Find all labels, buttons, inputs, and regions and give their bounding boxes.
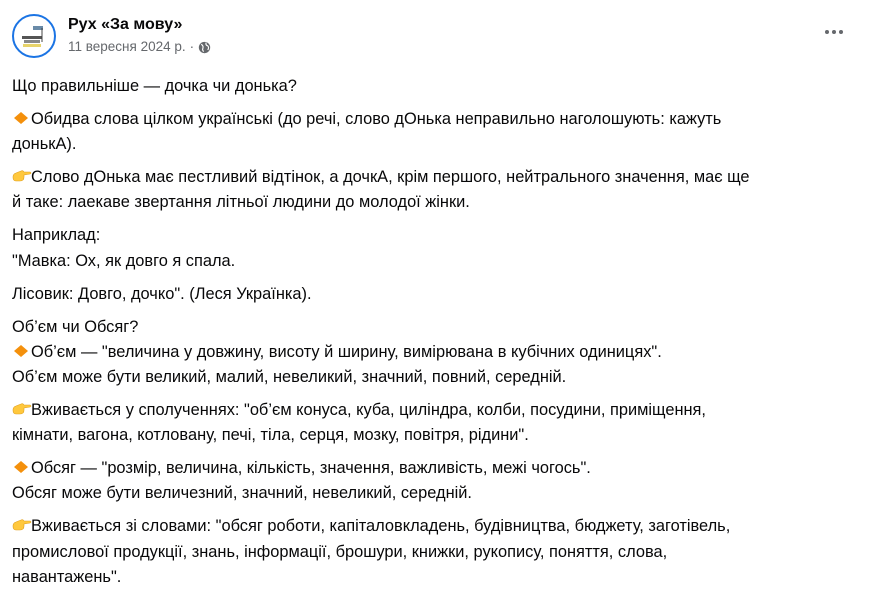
more-icon [825,30,829,34]
post-paragraph [12,398,857,448]
text-line [12,514,857,539]
globe-icon [198,41,211,54]
line-text: Слово дОнька має пестливий відтінок, а дочкА, крім першого, нейтрального значення, має ще [31,168,750,187]
pointing-hand-icon [12,516,30,532]
pointing-hand-icon [12,167,30,183]
avatar[interactable] [12,14,56,58]
orange-diamond-icon [12,342,30,358]
text-line [12,398,857,423]
text-line [12,365,857,390]
line-text: Вживається у сполученнях: "об’єм конуса, куба, циліндра, колби, посудини, приміщення, [31,401,706,420]
post-text [12,74,857,598]
text-line [12,249,857,274]
line-text: Об’єм чи Обсяг? [12,317,139,336]
line-text: Обсяг може бути величезний, значний, невеликий, середній. [12,484,472,503]
orange-diamond-icon [12,109,30,125]
text-line [12,315,857,340]
post-paragraph [12,456,857,506]
line-text: кімнати, вагона, котловану, печі, тіла, серця, мозку, повітря, рідини". [12,426,529,445]
text-line [12,132,857,157]
post-paragraph [12,282,857,307]
line-text: Що правильніше — дочка чи донька? [12,77,297,95]
line-text: Об’єм може бути великий, малий, невеликий, значний, повний, середній. [12,368,567,387]
separator: · [189,39,195,54]
post-header [12,10,211,62]
line-text: "Мавка: Ох, як довго я спала. [12,251,236,270]
text-line [12,456,857,481]
text-line [12,540,857,565]
text-line [12,74,857,99]
post-paragraph [12,165,857,215]
text-line [12,423,857,448]
post-paragraph [12,514,857,590]
post-date[interactable]: 11 вересня 2024 р. [68,39,186,54]
text-line [12,340,857,365]
post-paragraph [12,74,857,99]
orange-diamond-icon [12,458,30,474]
text-line [12,165,857,190]
text-line [12,190,857,215]
line-text: Вживається зі словами: "обсяг роботи, капіталовкладень, будівництва, бюджету, заготівель, [31,517,731,536]
text-line [12,565,857,590]
text-line [12,223,857,248]
line-text: й таке: лаекаве звертання літньої людини до молодої жінки. [12,193,470,212]
line-text: промислової продукції, знань, інформації, брошури, книжки, рукопису, поняття, слова, [12,542,668,561]
line-text: Наприклад: [12,226,101,245]
line-text: донькА). [12,135,77,154]
author-name[interactable]: Рух «За мову» [68,16,183,33]
post-paragraph [12,107,857,157]
more-options-button[interactable] [821,22,847,42]
post-paragraph [12,315,857,391]
line-text: Об’єм — "величина у довжину, висоту й ширину, вимірювана в кубічних одиницях". [31,342,662,361]
text-line [12,481,857,506]
page-logo-icon [14,16,54,56]
text-line [12,282,857,307]
pointing-hand-icon [12,400,30,416]
line-text: Лісовик: Довго, дочко". (Леся Українка). [12,284,312,303]
line-text: навантажень". [12,567,122,586]
line-text: Обидва слова цілком українські (до речі, слово дОнька неправильно наголошують: кажуть [31,110,722,128]
text-line [12,107,857,132]
post-paragraph [12,223,857,273]
line-text: Обсяг — "розмір, величина, кількість, значення, важливість, межі чогось". [31,459,591,478]
